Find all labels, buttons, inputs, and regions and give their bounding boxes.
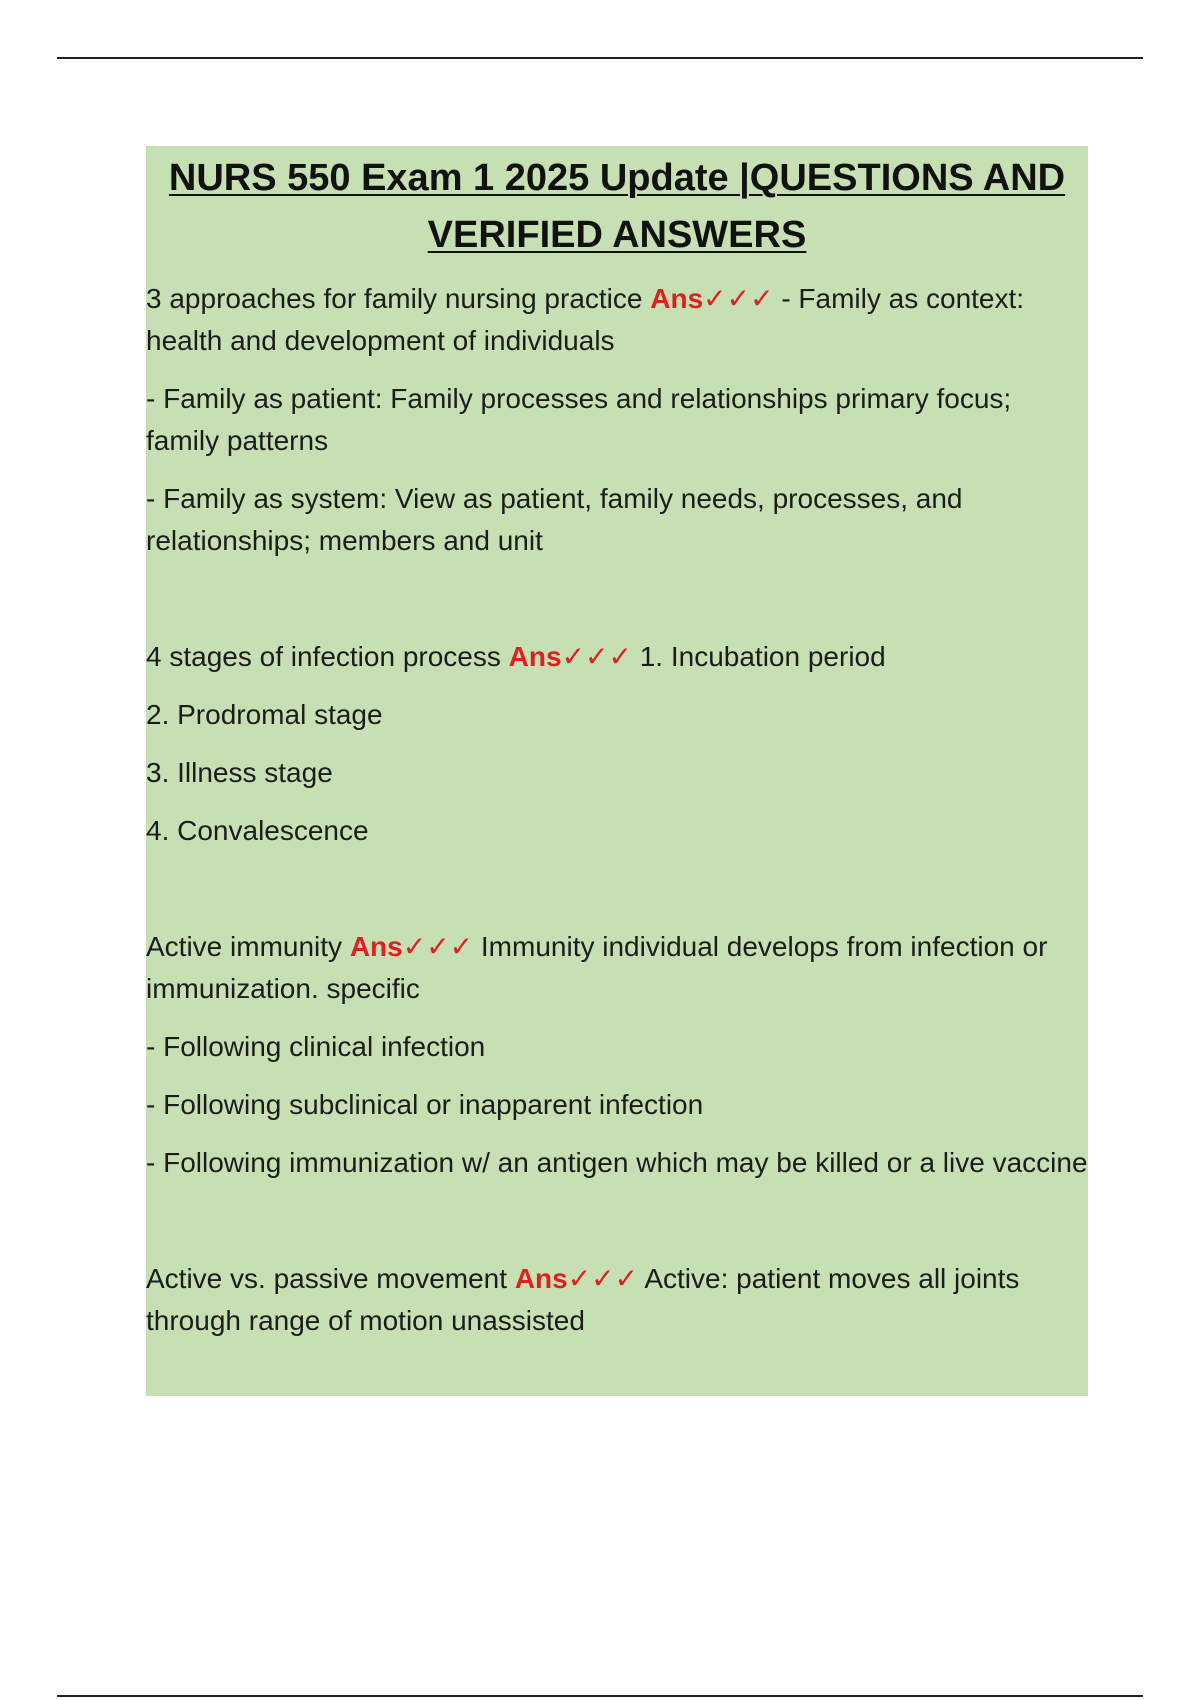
question-text: Active immunity — [146, 931, 343, 962]
answer-text: 1. Incubation period — [639, 641, 886, 672]
question-text: Active vs. passive movement — [146, 1263, 508, 1294]
question-2 — [146, 636, 1088, 678]
qa-content — [146, 278, 1088, 1342]
section-gap — [146, 868, 1088, 926]
answer-line: - Following clinical infection — [146, 1031, 486, 1062]
answer-line: - Family as system: View as patient, family needs, processes, and relationships; members and unit — [146, 483, 963, 556]
ans-label: Ans — [349, 931, 403, 962]
question-text: 3 approaches for family nursing practice — [146, 283, 643, 314]
check-icon: ✓✓✓ — [402, 931, 474, 962]
answer-text: Active: patient moves all joints through range of motion unassisted — [146, 1263, 1020, 1336]
ans-label: Ans — [508, 641, 562, 672]
ans-label: Ans — [650, 283, 704, 314]
section-gap — [146, 1200, 1088, 1258]
top-rule — [57, 57, 1143, 59]
answer-text: - Family as context: health and development of individuals — [146, 283, 1025, 356]
section-gap — [146, 578, 1088, 636]
check-icon: ✓✓✓ — [561, 641, 632, 672]
question-1 — [146, 278, 1088, 362]
answer-line: 2. Prodromal stage — [146, 699, 383, 730]
ans-label: Ans — [514, 1263, 568, 1294]
content-panel — [146, 146, 1088, 1396]
question-text: 4 stages of infection process — [146, 641, 501, 672]
answer-line: - Following subclinical or inapparent infection — [146, 1089, 704, 1120]
answer-line: - Following immunization w/ an antigen which may be killed or a live vaccine — [146, 1147, 1088, 1178]
answer-line: - Family as patient: Family processes and relationships primary focus; family patterns — [146, 383, 1012, 456]
bottom-rule — [57, 1695, 1143, 1697]
answer-line: 3. Illness stage — [146, 757, 333, 788]
title-line-1: NURS 550 Exam 1 2025 Update |QUESTIONS AND — [168, 157, 1066, 199]
check-icon: ✓✓✓ — [703, 283, 774, 314]
document-title — [146, 146, 1088, 264]
title-line-2: VERIFIED ANSWERS — [427, 214, 807, 256]
answer-line: 4. Convalescence — [146, 815, 369, 846]
answer-text: Immunity individual develops from infection or immunization. specific — [146, 931, 1048, 1004]
question-4 — [146, 1258, 1088, 1342]
question-3 — [146, 926, 1088, 1010]
check-icon: ✓✓✓ — [567, 1263, 639, 1294]
